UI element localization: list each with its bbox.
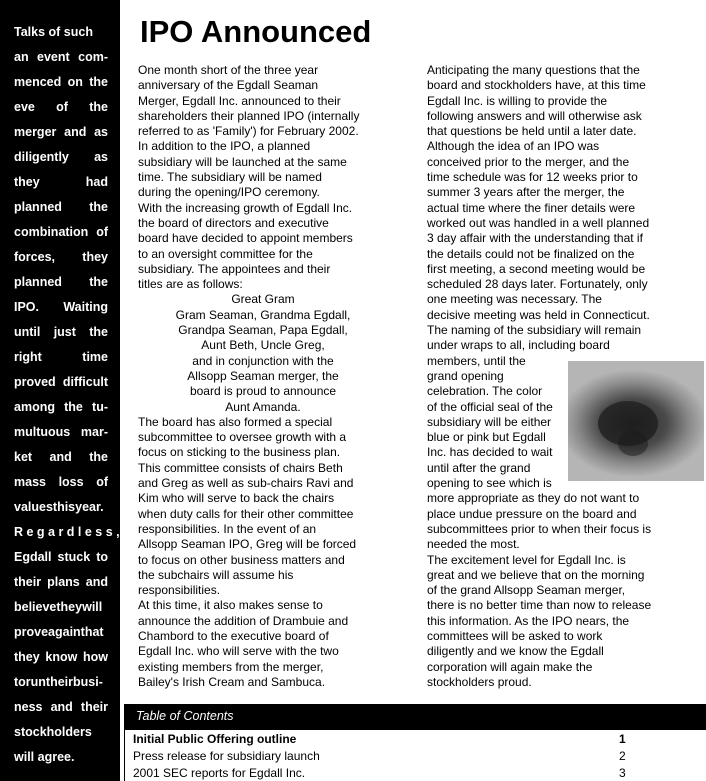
sidebar-text-line: Talks of such: [14, 25, 93, 39]
article-line: celebration. The color: [427, 384, 543, 399]
article-line: announce the addition of Drambuie and: [138, 613, 349, 628]
article-line: The naming of the subsidiary will remain: [427, 323, 642, 338]
article-line: needed the most.: [427, 537, 520, 552]
article-line: actual time where the finer details were: [427, 200, 636, 215]
article-line: under wraps to all, including board: [427, 338, 610, 353]
sidebar-text-line: diligently as: [14, 150, 108, 164]
article-line: corporation will again make the: [427, 659, 593, 674]
article-line: conceived prior to the merger, and the: [427, 154, 630, 169]
article-line: time. The subsidiary will be named: [138, 170, 322, 185]
article-line: responsibilities. In the event of an: [138, 521, 317, 536]
article-line: first meeting, a second meeting would be: [427, 261, 646, 276]
sidebar-text-line: ness and their: [14, 700, 108, 714]
article-line: that questions be held until a later date.: [427, 124, 637, 139]
article-line: The board has also formed a special: [138, 414, 333, 429]
article-line: Kim who will serve to back the chairs: [138, 491, 335, 506]
sidebar-text-line: IPO. Waiting: [14, 300, 108, 314]
article-line: when duty calls for their other committee: [138, 506, 354, 521]
article-line: decisive meeting was held in Connecticut.: [427, 307, 650, 322]
article-line: diligently and we know the Egdall: [427, 644, 604, 659]
toc-header: [124, 704, 706, 730]
article-line: stockholders proud.: [427, 674, 532, 689]
sidebar-text-line: will agree.: [14, 750, 75, 764]
article-line: to focus on other business matters and: [138, 552, 345, 567]
article-line: Gram Seaman, Grandma Egdall,: [175, 307, 351, 322]
article-line: This committee consists of chairs Beth: [138, 460, 343, 475]
sidebar-text-line: mass loss of: [14, 475, 108, 489]
sidebar-text-line: valuesthisyear.: [14, 500, 104, 514]
article-line: anniversary of the Egdall Seaman: [138, 78, 319, 93]
article-line: Allsopp Seaman merger, the: [187, 368, 339, 383]
article-line: members, until the: [427, 353, 526, 368]
sidebar-text-line: planned the: [14, 200, 108, 214]
article-line: Anticipating the many questions that the: [427, 63, 640, 77]
article-line: opening to see which is: [427, 476, 552, 491]
article-column-left: [138, 63, 388, 690]
toc-row-label: 2001 SEC reports for Egdall Inc.: [133, 766, 306, 780]
article-line: worked out was handled in a well planned: [427, 215, 650, 230]
sidebar-text-line: believetheywill: [14, 600, 103, 614]
article-line: In addition to the IPO, a planned: [138, 139, 311, 154]
article-line: Great Gram: [231, 292, 295, 307]
article-line: scheduled 28 days later. Fortunately, only: [427, 277, 648, 292]
article-line: The excitement level for Egdall Inc. is: [427, 552, 626, 567]
article-line: Grandpa Seaman, Papa Egdall,: [178, 323, 348, 338]
article-line: and in conjunction with the: [192, 353, 334, 368]
article-line: Inc. has decided to wait: [427, 445, 553, 460]
toc-title: Table of Contents: [136, 709, 234, 723]
article-line: Aunt Beth, Uncle Greg,: [201, 338, 325, 353]
article-line: board have decided to appoint members: [138, 231, 353, 246]
article-line: subcommittee to oversee growth with a: [138, 430, 347, 445]
article-line: subsidiary will be launched at the same: [138, 154, 347, 169]
article-line: Merger, Egdall Inc. announced to their: [138, 93, 341, 108]
sidebar-text-line: multuous mar-: [14, 425, 108, 439]
article-line: Aunt Amanda.: [225, 399, 301, 414]
article-line: 3 day affair with the understanding that if: [427, 231, 643, 246]
sidebar-text-line: stockholders: [14, 725, 92, 739]
article-line: committees will be asked to work: [427, 628, 603, 643]
article-line: summer 3 years after the merger, the: [427, 185, 625, 200]
article-line: Egdall Inc. is willing to provide the: [427, 93, 608, 108]
article-line: subsidiary. The appointees and their: [138, 261, 331, 276]
article-line: the details could not be finalized on the: [427, 246, 635, 261]
sidebar-text-line: proveagainthat: [14, 625, 104, 639]
article-line: referred to as 'Family') for February 2002.: [138, 124, 359, 139]
article-line: this information. As the IPO nears, the: [427, 613, 630, 628]
sidebar-text-line: Egdall stuck to: [14, 550, 108, 564]
article-line: place undue pressure on the board and: [427, 506, 637, 521]
sidebar-text-line: their plans and: [14, 575, 108, 589]
sidebar-text-line: proved difficult: [14, 375, 108, 389]
article-line: great and we believe that on the morning: [427, 567, 645, 582]
article-line: of the official seal of the: [427, 399, 553, 414]
toc-row-page: 3: [619, 766, 626, 780]
table-of-contents: [124, 730, 706, 781]
toc-row-page: 1: [619, 732, 626, 746]
sidebar-text-line: they had: [14, 175, 108, 189]
article-line: following answers and will otherwise ask: [427, 108, 642, 123]
sidebar-text-line: until just the: [14, 325, 108, 339]
article-line: With the increasing growth of Egdall Inc.: [138, 200, 353, 215]
ultrasound-photo: [568, 361, 704, 481]
article-line: shareholders their planned IPO (internally: [138, 108, 360, 123]
article-line: during the opening/IPO ceremony.: [138, 185, 320, 200]
sidebar-text-line: right time: [14, 350, 108, 364]
sidebar-text-line: eve of the: [14, 100, 108, 114]
sidebar-text-line: R e g a r d l e s s ,: [14, 525, 120, 539]
article-line: titles are as follows:: [138, 277, 243, 292]
sidebar: [0, 0, 120, 781]
article-line: Egdall Inc. who will serve with the two: [138, 644, 339, 659]
sidebar-text-line: an event com-: [14, 50, 108, 64]
article-line: One month short of the three year: [138, 63, 319, 77]
sidebar-text-line: planned the: [14, 275, 108, 289]
sidebar-text-line: they know how: [14, 650, 108, 664]
article-line: time schedule was for 12 weeks prior to: [427, 170, 638, 185]
toc-row-label: Press release for subsidiary launch: [133, 749, 320, 763]
article-line: subsidiary will be either: [427, 414, 552, 429]
sidebar-text-line: toruntheirbusi-: [14, 675, 103, 689]
article-line: more appropriate as they do not want to: [427, 491, 640, 506]
article-line: existing members from the merger,: [138, 659, 324, 674]
article-line: focus on sticking to the business plan.: [138, 445, 341, 460]
article-line: and Greg as well as sub-chairs Ravi and: [138, 476, 354, 491]
sidebar-text-line: combination of: [14, 225, 108, 239]
article-line: Chambord to the executive board of: [138, 628, 329, 643]
sidebar-text-line: ket and the: [14, 450, 108, 464]
article-line: Although the idea of an IPO was: [427, 139, 600, 154]
article-line: until after the grand: [427, 460, 531, 475]
sidebar-text-line: among the tu-: [14, 400, 108, 414]
toc-row-label: Initial Public Offering outline: [133, 732, 297, 746]
article-line: there is no better time than now to release: [427, 598, 652, 613]
article-line: the subchairs will assume his: [138, 567, 294, 582]
article-line: the board of directors and executive: [138, 215, 329, 230]
article-line: board is proud to announce: [189, 384, 337, 399]
article-line: to an oversight committee for the: [138, 246, 313, 261]
article-line: Bailey's Irish Cream and Sambuca.: [138, 674, 326, 689]
article-line: grand opening: [427, 368, 504, 383]
sidebar-text-line: forces, they: [14, 250, 108, 264]
article-line: board and stockholders have, at this time: [427, 78, 646, 93]
article-line: blue or pink but Egdall: [427, 430, 546, 445]
sidebar-text-line: merger and as: [14, 125, 108, 139]
sidebar-text-line: menced on the: [14, 75, 108, 89]
article-line: responsibilities.: [138, 583, 221, 598]
article-line: one meeting was necessary. The: [427, 292, 602, 307]
article-line: At this time, it also makes sense to: [138, 598, 323, 613]
article-line: subcommittees prior to when their focus is: [427, 521, 652, 536]
toc-row-page: 2: [619, 749, 626, 763]
article-line: of the grand Allsopp Seaman merger,: [427, 583, 626, 598]
page-title: IPO Announced: [140, 14, 372, 49]
article-line: Allsopp Seaman IPO, Greg will be forced: [138, 537, 357, 552]
